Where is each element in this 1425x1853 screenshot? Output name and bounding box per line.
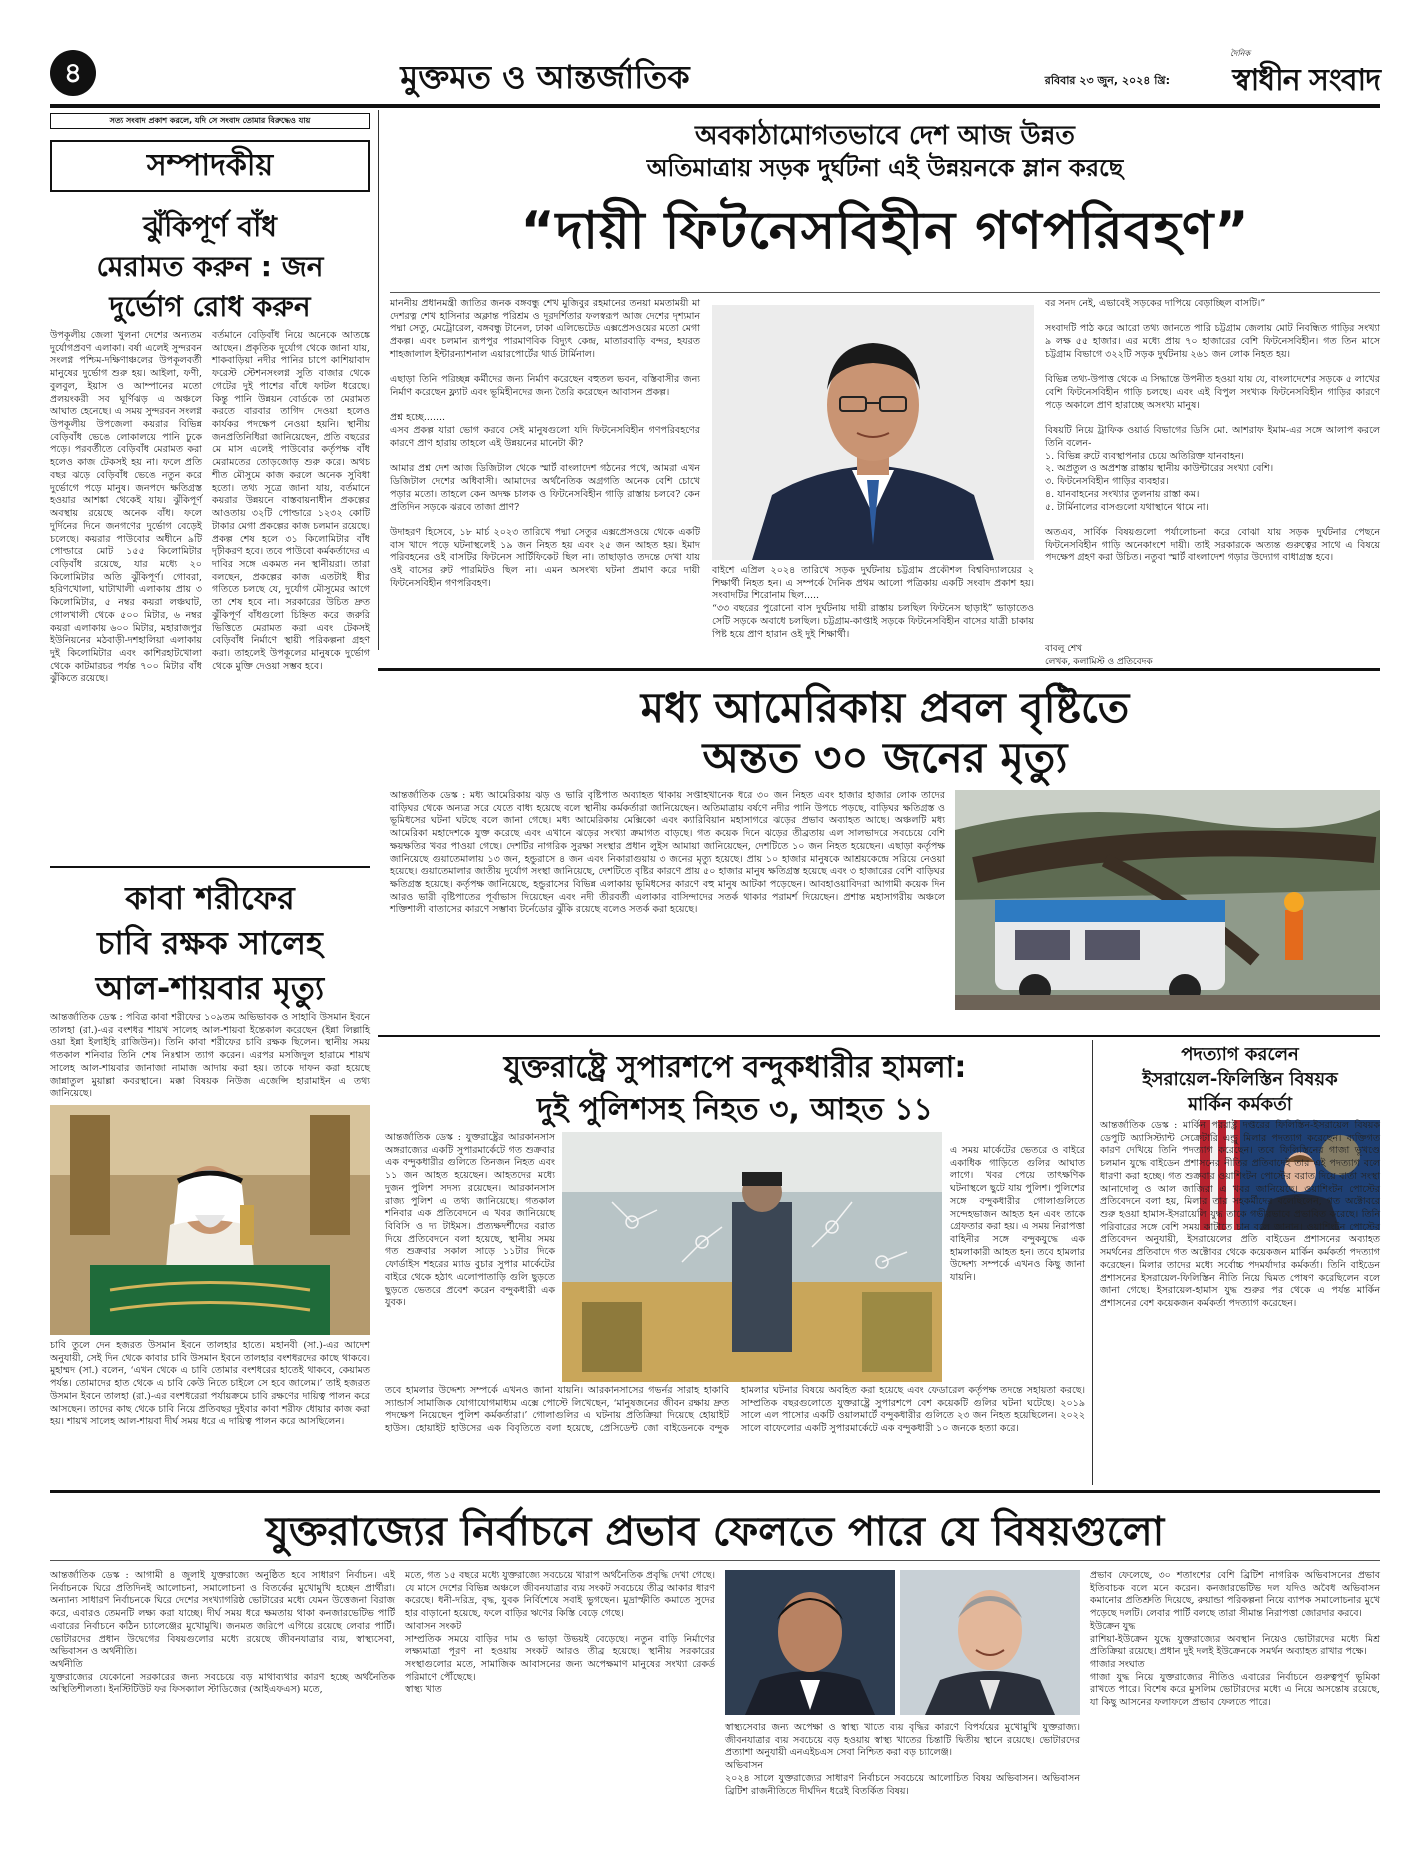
kaaba-keeper-photo-svg <box>50 1105 370 1335</box>
kaaba-headline-line1: কাবা শরীফের <box>125 879 295 917</box>
kaaba-headline-line3: আল-শায়বার মৃত্যু <box>95 969 325 1007</box>
editorial-title-line2: মেরামত করুন : জন <box>96 250 324 283</box>
kaaba-headline-line2: চাবি রক্ষক সালেহ <box>97 924 323 962</box>
lead-headline: “দায়ী ফিটনেসবিহীন গণপরিবহণ” <box>520 201 1250 261</box>
uk-col2: মতে, গত ১৫ বছরে মধ্যে যুক্তরাজ্যে সবচেয়ে খারাপ অর্থনৈতিক প্রবৃদ্ধি দেখা গেছে। যে মাসে দেশের বিভিন্ন অঞ্চলে জীবনযাত্রার ব্যয় সংকট সবচেয়ে তীব্র আকার ধারণ করেছে। ধনী-দরিদ্র, বৃদ্ধ, যুবক নির্বিশেষে সবাই ভুগছেন। মুদ্রাস্ফীতি কমাতে সুদের হার বাড়ানো হয়েছে, ফলে বাড়ির ঋণের কিস্তি বেড়ে গেছে। আবাসন সংকট সাম্প্রতিক সময়ে বাড়ির দাম ও ভাড়া উভয়ই বেড়েছে। নতুন বাড়ি নির্মাণের লক্ষ্যমাত্রা পূরণ না হওয়ায় সংকট আরও তীব্র হয়েছে। স্থানীয় সরকারের সংস্থাগুলোর মতে, সামাজিক আবাসনের জন্য অপেক্ষমাণ মানুষের সংখ্যা রেকর্ড পরিমাণে পৌঁছেছে। স্বাস্থ্য খাত <box>405 1570 715 1696</box>
editorial-col1: উপকূলীয় জেলা খুলনা দেশের অন্যতম দুর্যোগপ্রবণ এলাকা। বর্ষা এলেই সুন্দরবন সংলগ্ন পশ্চিম-দক্ষিণাঞ্চলের উপকূলবর্তী মানুষের দুর্ভোগ শুরু হয়। আইলা, ফণী, বুলবুল, ইয়াস ও আম্পানের মতো প্রলয়ংকরী সব ঘূর্ণিঝড় এ অঞ্চলে আঘাত হেনেছে। এ সময় সুন্দরবন সংলগ্ন উপকূলীয় উপজেলা কয়রার বিভিন্ন বেড়িবাঁধ ভেঙে লোকালয়ে পানি ঢুকে পড়ে। পরবর্তীতে বেড়িবাঁধ মেরামত করা হলেও কাজ টেকসই হয় না। ফলে প্রতি বছর ঝড়ে বেড়িবাঁধ ভেঙে নতুন করে দুর্ভোগে পড়ে মানুষ। জনপদে ক্ষতিগ্রস্ত হওয়ার আশঙ্কা থেকেই যায়। ঝুঁকিপূর্ণ অবস্থায় রয়েছে অনেক বাঁধ। ফলে দুর্দিনের দিনে জনগণের দুর্ভোগ বেড়েই চলেছে। কয়রার পাউবোর অধীনে ৯টি পোল্ডারে মোট ১৫৫ কিলোমিটার বেড়িবাঁধ রয়েছে, যার মধ্যে ২০ কিলোমিটার অতি ঝুঁকিপূর্ণ। গোবরা, হরিণখোলা, ঘাটাখালী এলাকায় প্রায় ৩ কিলোমিটার, ৫ নম্বর কয়রা লঞ্চঘাট, গোলখালী থেকে ৫০০ মিটার, ৬ নম্বর কয়রা এলাকায় ৬০০ মিটার, মহারাজপুর ইউনিয়নের মঠবাড়ী-দশহালিয়া এলাকায় দুই কিলোমিটার এবং কাশিরহাটখোলা থেকে কাটমারচর পর্যন্ত ৭০০ মিটার বাঁধ ঝুঁকিতে রয়েছে। <box>50 330 202 685</box>
uk-leader-right-svg <box>900 1570 1080 1715</box>
uk-leader-photo-right <box>900 1570 1080 1715</box>
paper-tagline: দৈনিক <box>1230 49 1251 58</box>
lead-photo-caption: বাইশে এপ্রিল ২০২৪ তারিখে সড়ক দুর্ঘটনায় চট্টগ্রাম প্রকৌশল বিশ্ববিদ্যালয়ের ২ শিক্ষার্থী নিহত হন। এ সম্পর্কে দৈনিক প্রথম আলো পত্রিকায় একটি সংবাদ প্রকাশ হয়। সংবাদটির শিরোনাম ছিল..... “৩৩ বছরের পুরোনো বাস দুর্ঘটনায় দায়ী রাস্তায় চলছিল ফিটনেস ছাড়াই” ভাড়াতেও সেটি সড়কে অবাধে চলছিল। চট্টগ্রাম-কাপ্তাই সড়কে ফিটনেসবিহীন বাসের যাত্রী চাকায় পিষ্ট হয়ে প্রাণ হারান ওই দুই শিক্ষার্থী। <box>712 565 1034 640</box>
resign-text: আন্তর্জাতিক ডেস্ক : মার্কিন পররাষ্ট্র দপ্তরের ফিলিস্তিন-ইসরায়েল বিষয়ক ডেপুটি অ্যাসিস্ট্যান্ট সেক্রেটারি এন্ড্রু মিলার পদত্যাগ করেছেন। ব্যক্তিগত কারণ দেখিয়ে তিনি পদত্যাগ করেছেন। তবে ফিলিস্তিনের গাজা ভূখণ্ডে চলমান যুদ্ধে বাইডেন প্রশাসনের নীতির প্রতিবাদেই তার এই পদত্যাগ বলে ধারণা করা হচ্ছে। গত শুক্রবার ওয়াশিংটন পোস্টের বরাত দিয়ে বার্তা সংস্থা আনাদোলু ও আল জাজিরা এ খবর জানিয়েছে। ওয়াশিংটন পোস্টের প্রতিবেদনে বলা হয়, মিলার তার সহকর্মীদের বলেছিলেন, গত অক্টোবরে শুরু হওয়া হামাস-ইসরায়েলি যুদ্ধ তাকে গভীরভাবে প্রভাবিত করেছে। তিনি পরিবারের সঙ্গে বেশি সময় কাটাতে চান বলে জানান। ওয়াশিংটন পোস্টের প্রতিবেদন অনুযায়ী, ইসরায়েলের প্রতি বাইডেন প্রশাসনের অব্যাহত সমর্থনের প্রতিবাদে গত অক্টোবর থেকে কয়েকজন মার্কিন কর্মকর্তা পদত্যাগ করেছেন। মিলার তাদের মধ্যে সর্বোচ্চ পদমর্যাদার কর্মকর্তা। তিনি বাইডেন প্রশাসনের ইসরায়েল-ফিলিস্তিন নীতি নিয়ে দ্বিমত পোষণ করেছিলেন বলে জানা গেছে। ইসরায়েল-হামাস যুদ্ধ শুরুর পর থেকে এ পর্যন্ত মার্কিন প্রশাসনের বেশ কয়েকজন কর্মকর্তা পদত্যাগ করেছেন। <box>1100 1120 1380 1310</box>
left-column-divider <box>378 110 379 650</box>
page-number: ৪ <box>63 56 83 89</box>
shooting-headline-line2: দুই পুলিশসহ নিহত ৩, আহত ১১ <box>536 1092 934 1127</box>
editorial-title-line1: ঝুঁকিপূর্ণ বাঁধ <box>143 210 277 243</box>
shooting-right-text: এ সময় মার্কেটের ভেতরে ও বাইরে একাধিক গাড়িতে গুলির আঘাত লাগে। খবর পেয়ে তাৎক্ষণিক ঘটনাস্থলে ছুটে যায় পুলিশ। পুলিশের সঙ্গে বন্দুকধারীর গোলাগুলিতে সন্দেহভাজন আহত হন এবং তাকে গ্রেফতার করা হয়। এ সময় নিরাপত্তা বাহিনীর সঙ্গে বন্দুকযুদ্ধে এক হামলাকারী আহত হন। তবে হামলার উদ্দেশ্য সম্পর্কে এখনও কিছু জানা যায়নি। <box>950 1145 1085 1284</box>
uk-headline-rule <box>50 1560 1380 1561</box>
lead-bottom-rule <box>378 668 1380 671</box>
shooting-resign-divider <box>1092 1040 1093 1485</box>
lead-right-text: বর সনদ নেই, এভাবেই সড়কের দাপিয়ে বেড়াচ্ছিল বাসটি।” সংবাদটি পাঠ করে আরো তথ্য জানতে পারি চট্টগ্রাম জেলায় মোট নিবন্ধিত গাড়ির সংখ্যা ৯ লক্ষ ৫৫ হাজার। এর মধ্যে প্রায় ৭০ হাজারের বেশি ফিটনেসবিহীন। গত তিন মাসে চট্টগ্রাম বিভাগে ৩২২টি সড়ক দুর্ঘটনায় ২৬১ জন লোক নিহত হয়। বিভিন্ন তথ্য-উপাত্ত থেকে এ সিদ্ধান্তে উপনীত হওয়া যায় যে, বাংলাদেশের সড়কে ৫ লাখের বেশি ফিটনেসবিহীন গাড়ি চলছে। এবং এই বিপুল সংখ্যক ফিটনেসবিহীন গাড়ির কারণে পড়ে অকালে প্রাণ হারাচ্ছে অসংখ্য মানুষ। বিষয়টি নিয়ে ট্রাফিক ওয়ার্ড বিভাগের ডিসি মো. আশরাফ ইমাম-এর সঙ্গে আলাপ করলে তিনি বলেন- ১. বিভিন্ন রুটে ব্যবস্থাপনার চেয়ে অতিরিক্ত যানবাহন। ২. অপ্রতুল ও অপ্রশস্ত রাস্তায় স্থানীয় কাউন্টারের সংখ্যা বেশি। ৩. ফিটনেসবিহীন গাড়ির ব্যবহার। ৪. যানবাহনের সংখ্যার তুলনায় রাস্তা কম। ৫. টার্মিনালের বাসগুলো যথাস্থানে থামে না। অতএব, সার্বিক বিষয়গুলো পর্যালোচনা করে বোঝা যায় সড়ক দুর্ঘটনার পেছনে ফিটনেসবিহীন গাড়ি অনেকাংশে দায়ী। তাই সরকারকে অত্যন্ত গুরুত্বের সাথে এ বিষয়ে পদক্ষেপ গ্রহণ করা উচিত। নতুবা স্মার্ট বাংলাদেশ গড়ার উদ্যোগ বাধাগ্রস্ত হবে। <box>1045 298 1380 564</box>
editorial-col2: বর্তমানে বেড়িবাঁধ নিয়ে অনেকে আতঙ্কে আছেন। প্রকৃতিক দুর্যোগ থেকে জানা যায়, শাকবাড়িয়া নদীর পানির চাপে কাশিয়াবাদ ফরেস্ট স্টেশনসংলগ্ন সুতি বাজার থেকে গেটের দুই পাশের বাঁধে ফাটল ধরেছে। কিন্তু পানি উন্নয়ন বোর্ডকে তা মেরামত করতে বারবার তাগিদ দেওয়া হলেও কার্যকর পদক্ষেপ নেওয়া হয়নি। স্থানীয় জনপ্রতিনিধিরা জানিয়েছেন, প্রতি বছরের মে মাস এলেই পাউবোর কর্তৃপক্ষ বাঁধ মেরামতের তোড়জোড় শুরু করে। অথচ শীত মৌসুমে কাজ করলে অনেক সুবিধা হতো। তথ্য সূত্রে জানা যায়, বর্তমানে কয়রার উন্নয়নে বাস্তবায়নাধীন প্রকল্পের আওতায় ৩২টি পোল্ডারে ১২৩২ কোটি টাকার মেগা প্রকল্পের কাজ চলমান রয়েছে। প্রকল্প শেষ হলে ৩১ কিলোমিটার বাঁধ দৃঢ়ীকরণ হবে। তবে পাউবো কর্মকর্তাদের এ দাবির সঙ্গে একমত নন স্থানীয়রা। তারা বলছেন, প্রকল্পের কাজ এতটাই ধীর গতিতে চলছে যে, দুর্যোগ মৌসুমের আগে তা শেষ হবে না। সরকারের উচিত দ্রুত ঝুঁকিপূর্ণ বাঁধগুলো চিহ্নিত করে জরুরি ভিত্তিতে মেরামত করা এবং টেকসই বেড়িবাঁধ নির্মাণে স্থায়ী পরিকল্পনা গ্রহণ করা। তাহলেই উপকূলের মানুষকে দুর্ভোগ থেকে মুক্তি দেওয়া সম্ভব হবে। <box>212 330 370 672</box>
shooting-photo <box>562 1132 942 1382</box>
motto-text: সত্য সংবাদ প্রকাশ করলে, যদি সে সংবাদ তোমার বিরুদ্ধেও যায় <box>109 116 311 125</box>
shooting-bottom-text: তবে হামলার উদ্দেশ্য সম্পর্কে এখনও জানা যায়নি। আরকানসাসের গভর্নর সারাহ হাকাবি স্যান্ডার্স সামাজিক যোগাযোগমাধ্যম এক্সে পোস্টে লিখেছেন, ‘মানুষজনের জীবন রক্ষায় দ্রুত পদক্ষেপ নিয়েছেন পুলিশ কর্মকর্তারা।’ গোলাগুলির এ ঘটনায় প্রতিক্রিয়া দিয়েছে হোয়াইট হাউস। হোয়াইট হাউসের এক বিবৃতিতে বলা হয়েছে, প্রেসিডেন্ট জো বাইডেনকে বন্দুক হামলার ঘটনার বিষয়ে অবহিত করা হয়েছে এবং ফেডারেল কর্তৃপক্ষ তদন্তে সহায়তা করছে। সাম্প্রতিক বছরগুলোতে যুক্তরাষ্ট্রে সুপারশপে বেশ কয়েকটি গুলির ঘটনা ঘটেছে। ২০১৯ সালে এল পাসোর একটি ওয়ালমার্টে বন্দুকধারীর গুলিতে ২৩ জন নিহত হয়েছিলেন। ২০২২ সালে বাফেলোর একটি সুপারমার্কেটে এক বন্দুকধারী ১০ জনকে হত্যা করে। <box>385 1385 1085 1435</box>
storm-photo-svg <box>955 790 1380 1010</box>
editorial-label: সম্পাদকীয় <box>146 148 274 183</box>
uk-col4: প্রভাব ফেলেছে, ৩০ শতাংশের বেশি ব্রিটিশ নাগরিক অভিবাসনের প্রভাব ইতিবাচক বলে মনে করেন। কনজারভেটিভ দল যদিও অবৈধ অভিবাসন কমানোর প্রতিশ্রুতি দিয়েছে, রুয়ান্ডা পরিকল্পনা নিয়ে ব্যাপক সমালোচনার মুখে পড়েছে দলটি। লেবার পার্টি বলছে তারা সীমান্ত নিরাপত্তা জোরদার করবে। ইউক্রেন যুদ্ধ রাশিয়া-ইউক্রেন যুদ্ধে যুক্তরাজ্যের অবস্থান নিয়েও ভোটারদের মধ্যে মিশ্র প্রতিক্রিয়া রয়েছে। প্রধান দুই দলই ইউক্রেনকে সমর্থন অব্যাহত রাখার পক্ষে। গাজার সংঘাত গাজা যুদ্ধ নিয়ে যুক্তরাজ্যের নীতিও এবারের নির্বাচনে গুরুত্বপূর্ণ ভূমিকা রাখতে পারে। বিশেষ করে মুসলিম ভোটারদের মধ্যে এ নিয়ে অসন্তোষ রয়েছে, যা কিছু আসনের ফলাফলে প্রভাব ফেলতে পারে। <box>1090 1570 1380 1709</box>
issue-date: রবিবার ২৩ জুন, ২০২৪ খ্রি: <box>1044 74 1170 87</box>
resign-headline-line3: মার্কিন কর্মকর্তা <box>1188 1094 1292 1115</box>
lead-kicker-line1: অবকাঠামোগতভাবে দেশ আজ উন্নত <box>695 121 1075 151</box>
kaaba-keeper-photo <box>50 1105 370 1335</box>
editorial-title-line3: দুর্ভোগ রোধ করুন <box>109 290 311 323</box>
motto-strip <box>50 113 370 129</box>
shooting-headline-line1: যুক্তরাষ্ট্রে সুপারশপে বন্দুকধারীর হামলা: <box>503 1050 967 1085</box>
storm-photo <box>955 790 1380 1010</box>
uk-col1: আন্তর্জাতিক ডেস্ক : আগামী ৪ জুলাই যুক্তরাজ্যে অনুষ্ঠিত হবে সাধারণ নির্বাচন। এই নির্বাচনকে ঘিরে প্রতিদিনই আলোচনা, সমালোচনা ও বিতর্কের মুখোমুখি হচ্ছেন প্রার্থীরা। অন্যান্য সাধারণ নির্বাচনকে ঘিরে দেশের সংখ্যাগরিষ্ঠ ভোটারের মধ্যে যেমন উত্তেজনা বিরাজ করে, এবারও তেমনটি লক্ষ্য করা যাচ্ছে। দীর্ঘ সময় ধরে ক্ষমতায় থাকা কনজারভেটিভ পার্টি এবারের নির্বাচনে কঠিন চ্যালেঞ্জের মুখোমুখি। জনমত জরিপে এগিয়ে রয়েছে লেবার পার্টি। ভোটারদের প্রধান উদ্বেগের বিষয়গুলোর মধ্যে রয়েছে জীবনযাত্রার ব্যয়, স্বাস্থ্যসেবা, অভিবাসন ও অর্থনীতি। অর্থনীতি যুক্তরাজ্যের যেকোনো সরকারের জন্য সবচেয়ে বড় মাথাব্যথার কারণ হচ্ছে অর্থনৈতিক অস্থিতিশীলতা। ইনস্টিটিউট ফর ফিসক্যাল স্টাডিজের (আইএফএস) মতে, <box>50 1570 395 1696</box>
kaaba-intro: আন্তর্জাতিক ডেস্ক : পবিত্র কাবা শরীফের ১০৯তম অভিভাবক ও সাহাবি উসমান ইবনে তালহা (রা.)-এর বংশধর শায়খ সালেহ আল-শায়বা ইন্তেকাল করেছেন (ইন্না লিল্লাহি ওয়া ইন্না ইলাইহি রাজিউন)। তিনি কাবা শরীফের চাবি রক্ষক ছিলেন। স্থানীয় সময় গতকাল শনিবার তিনি শেষ নিঃশ্বাস ত্যাগ করেন। এরপর মসজিদুল হারামে শায়খ সালেহ আল-শায়বার জানাজা নামাজ আদায় করা হয়। তাকে দাফন করা হয়েছে জান্নাতুল মুয়াল্লা কবরস্থানে। মক্কা বিষয়ক নিউজ এজেন্সি হারামাইন এ তথ্য জানিয়েছে। <box>50 1012 370 1100</box>
paper-logo: স্বাধীন সংবাদ <box>1232 63 1380 98</box>
middle-section-rule <box>378 1035 1380 1037</box>
columnist-photo <box>712 305 1034 560</box>
central-america-headline-line1: মধ্য আমেরিকায় প্রবল বৃষ্টিতে <box>640 683 1130 732</box>
lead-byline: বাবলু শেখ <box>1045 644 1083 654</box>
kaaba-top-rule <box>50 866 370 868</box>
columnist-photo-svg <box>712 305 1034 560</box>
resign-headline-line1: পদত্যাগ করলেন <box>1181 1044 1299 1065</box>
uk-leader-left-svg <box>725 1570 895 1715</box>
section-title: মুক্তমত ও আন্তর্জাতিক <box>400 58 690 96</box>
lead-byline-role: লেখক, কলামিস্ট ও প্রতিবেদক <box>1045 657 1153 667</box>
masthead-rule <box>50 104 1380 108</box>
kaaba-continued: চাবি তুলে দেন হজরত উসমান ইবনে তালহার হাতে। মহানবী (সা.)-এর আদেশ অনুযায়ী, সেই দিন থেকে কাবার চাবি উসমান ইবনে তালহার বংশধরদের কাছে থাকবে। মুহাম্মদ (সা.) বলেন, ‘এখন থেকে এ চাবি তোমার বংশধরের হাতেই থাকবে, কেয়ামত পর্যন্ত। তোমাদের হাত থেকে এ চাবি কেউ নিতে চাইলে সে হবে জালেম।’ তাই হজরত উসমান ইবনে তালহা (রা.)-এর বংশধরেরা পর্যায়ক্রমে চাবি রক্ষণের দায়িত্ব পালন করে আসছেন। তাদের কাছ থেকে চাবি নিয়ে প্রতিবছর দুইবার কাবা শরীফ ধোয়ার কাজ করা হয়। শায়খ সালেহ আল-শায়বা দীর্ঘ সময় ধরে এ দায়িত্ব পালন করে আসছিলেন। <box>50 1340 370 1428</box>
central-america-text: আন্তর্জাতিক ডেস্ক : মধ্য আমেরিকায় ঝড় ও ভারি বৃষ্টিপাত অব্যাহত থাকায় সপ্তাহখানেক ধরে ৩০ জন নিহত এবং হাজার হাজার লোক তাদের বাড়িঘর থেকে অন্যত্র সরে যেতে বাধ্য হয়েছে বলে স্থানীয় কর্মকর্তারা জানিয়েছেন। অতিমাত্রায় বর্ষণে নদীর পানি উপচে পড়ছে, বাড়িঘর ক্ষতিগ্রস্ত ও ভূমিধসের ঘটনা ঘটছে বলে জানা গেছে। মধ্য আমেরিকায় মেক্সিকো এবং ক্যারিবিয়ান মহাসাগরে ঝড়ের প্রভাব অব্যাহত আছে। অঞ্চলটি মধ্য আমেরিকা মহাদেশকে যুক্ত করেছে এবং এখানে ঝড়ের সংখ্যা ক্রমাগত বাড়ছে। গত কয়েক দিনে ঝড়ের তীব্রতায় এল সালভাদরে সবচেয়ে বেশি ক্ষয়ক্ষতির খবর পাওয়া গেছে। দেশটির নাগরিক সুরক্ষা সংস্থার প্রধান লুইস আমায়া জানিয়েছেন, দেশটিতে ১০ জন নিহত হয়েছেন। এছাড়া কর্তৃপক্ষ জানিয়েছে গুয়াতেমালায় ১৩ জন, হন্ডুরাসে ৪ জন এবং নিকারাগুয়ায় ৩ জনের মৃত্যু হয়েছে। প্রায় ১০ হাজার মানুষকে আশ্রয়কেন্দ্রে সরিয়ে নেওয়া হয়েছে। গুয়াতেমালার জাতীয় দুর্যোগ সংস্থা জানিয়েছে, দেশটিতে বৃষ্টির কারণে প্রায় ৫০ হাজার মানুষ ক্ষতিগ্রস্ত হয়েছে এবং ৩ হাজারের বেশি বাড়িঘর ক্ষতিগ্রস্ত হয়েছে। কর্তৃপক্ষ জানিয়েছে, হন্ডুরাসের বিভিন্ন এলাকায় ভূমিধসের কারণে বহু মানুষ আটকা পড়েছেন। আবহাওয়াবিদরা আগামী কয়েক দিন আরও ভারী বৃষ্টিপাতের পূর্বাভাস দিয়েছেন এবং নদী তীরবর্তী এলাকার বাসিন্দাদের সতর্ক থাকার পরামর্শ দিয়েছেন। প্রশান্ত মহাসাগরীয় অঞ্চলে শক্তিশালী বাতাসের কারণে সম্ভাব্য টর্নেডোর ঝুঁকি রয়েছে বলেও সতর্ক করা হয়েছে। <box>390 790 945 916</box>
central-america-headline-line2: অন্তত ৩০ জনের মৃত্যু <box>702 733 1068 782</box>
shooting-left-text: আন্তর্জাতিক ডেস্ক : যুক্তরাষ্ট্রের আরকানসাস অঙ্গরাজ্যের একটি সুপারমার্কেটে গত শুক্রবার এক বন্দুকধারীর গুলিতে তিনজন নিহত এবং ১১ জন আহত হয়েছেন। আহতদের মধ্যে দুজন পুলিশ সদস্য রয়েছেন। আরকানসাস রাজ্য পুলিশ এ তথ্য জানিয়েছে। গতকাল শনিবার এক প্রতিবেদনে এ খবর জানিয়েছে বিবিসি ও দ্য টাইমস। প্রত্যক্ষদর্শীদের বরাত দিয়ে প্রতিবেদনে বলা হয়েছে, স্থানীয় সময় গত শুক্রবার সকাল সাড়ে ১১টার দিকে ফোর্ডাইস শহরের ম্যাড বুচার সুপার মার্কেটের বাইরে থেকে হঠাৎ এলোপাতাড়ি গুলি ছুড়তে ছুড়তে ভেতরে প্রবেশ করেন বন্দুকধারী এক যুবক। <box>385 1132 555 1309</box>
resign-headline-line2: ইসরায়েল-ফিলিস্তিন বিষয়ক <box>1142 1069 1338 1090</box>
uk-leader-photo-left <box>725 1570 895 1715</box>
uk-col3: স্বাস্থ্যসেবার জন্য অপেক্ষা ও স্বাস্থ্য খাতে ব্যয় বৃদ্ধির কারণে বিপর্যয়ের মুখোমুখি যুক্তরাজ্য। জীবনযাত্রার ব্যয় সবচেয়ে বড় হওয়ায় স্বাস্থ্য খাতের চিন্তাটি দ্বিতীয় স্থানে রয়েছে। ভোটারদের প্রত্যাশা অনুযায়ী এনএইচএস সেবা নিশ্চিত করা বড় চ্যালেঞ্জ। অভিবাসন ২০২৪ সালে যুক্তরাজ্যের সাধারণ নির্বাচনে সবচেয়ে আলোচিত বিষয় অভিবাসন। অভিবাসন ব্রিটিশ রাজনীতিতে দীর্ঘদিন ধরেই বিতর্কিত বিষয়। <box>725 1722 1080 1797</box>
lead-left-text: মাননীয় প্রধানমন্ত্রী জাতির জনক বঙ্গবন্ধু শেখ মুজিবুর রহমানের তনয়া মমতাময়ী মা দেশরত্ন শেখ হাসিনার অক্লান্ত পরিশ্রম ও দূরদর্শিতার ফলস্বরূপ আজ দেশের দৃশ্যমান পদ্মা সেতু, মেট্রোরেল, বঙ্গবন্ধু টানেল, ঢাকা এলিভেটেড এক্সপ্রেসওয়ের মতো মেগা প্রকল্প। এবং চলমান রূপপুর পারমাণবিক বিদ্যুৎ কেন্দ্র, মাতারবাড়ি বন্দর, হযরত শাহজালাল ইন্টারন্যাশনাল এয়ারপোর্টের থার্ড টার্মিনাল। এছাড়া তিনি পরিচ্ছন্ন কর্মীদের জন্য নির্মাণ করেছেন বহুতল ভবন, বস্তিবাসীর জন্য নির্মাণ করেছেন ফ্ল্যাট এবং ভূমিহীনদের জন্য তৈরি করেছেন আবাসন প্রকল্প। প্রশ্ন হচ্ছে....... এসব প্রকল্প যারা ভোগ করবে সেই মানুষগুলো যদি ফিটনেসবিহীন গণপরিবহণের কারণে প্রাণ হারায় তাহলে এই উন্নয়নের মানেটা কী? আমার প্রশ্ন দেশ আজ ডিজিটাল থেকে স্মার্ট বাংলাদেশ গঠনের পথে, আমরা এখন ডিজিটাল দেশের অধিবাসী। আমাদের অর্থনৈতিক অগ্রগতি অনেক বেশি চোখে পড়ার মতো। তাহলে কেন অদক্ষ চালক ও ফিটনেসবিহীন গাড়ি রাস্তায় চলবে? কেন প্রতিদিন সড়কে ঝরবে তাজা প্রাণ? উদাহরণ হিসেবে, ১৮ মার্চ ২০২৩ তারিখে পদ্মা সেতুর এক্সপ্রেসওয়ে থেকে একটি বাস খাদে পড়ে ঘটনাস্থলেই ১৯ জন নিহত হয় এবং ২৫ জন আহত হয়। ইমাদ পরিবহনের ওই বাসটির ফিটনেস সার্টিফিকেট ছিল না। তাছাড়াও তদন্তে দেখা যায় ওই বাসের রুট পারমিটও ছিল না। এমন অসংখ্য ঘটনা প্রমাণ করে দায়ী ফিটনেসবিহীন গণপরিবহণ। <box>390 298 700 589</box>
lead-headline-rule <box>390 292 1380 293</box>
uk-election-headline: যুক্তরাজ্যের নির্বাচনে প্রভাব ফেলতে পারে যে বিষয়গুলো <box>265 1509 1165 1555</box>
shooting-photo-svg <box>562 1132 942 1382</box>
masthead <box>50 44 1380 102</box>
lead-kicker-line2: অতিমাত্রায় সড়ক দুর্ঘটনা এই উন্নয়নকে ম্লান করছে <box>646 154 1124 182</box>
uk-top-rule <box>50 1490 1380 1493</box>
editorial-label-box <box>50 140 370 192</box>
